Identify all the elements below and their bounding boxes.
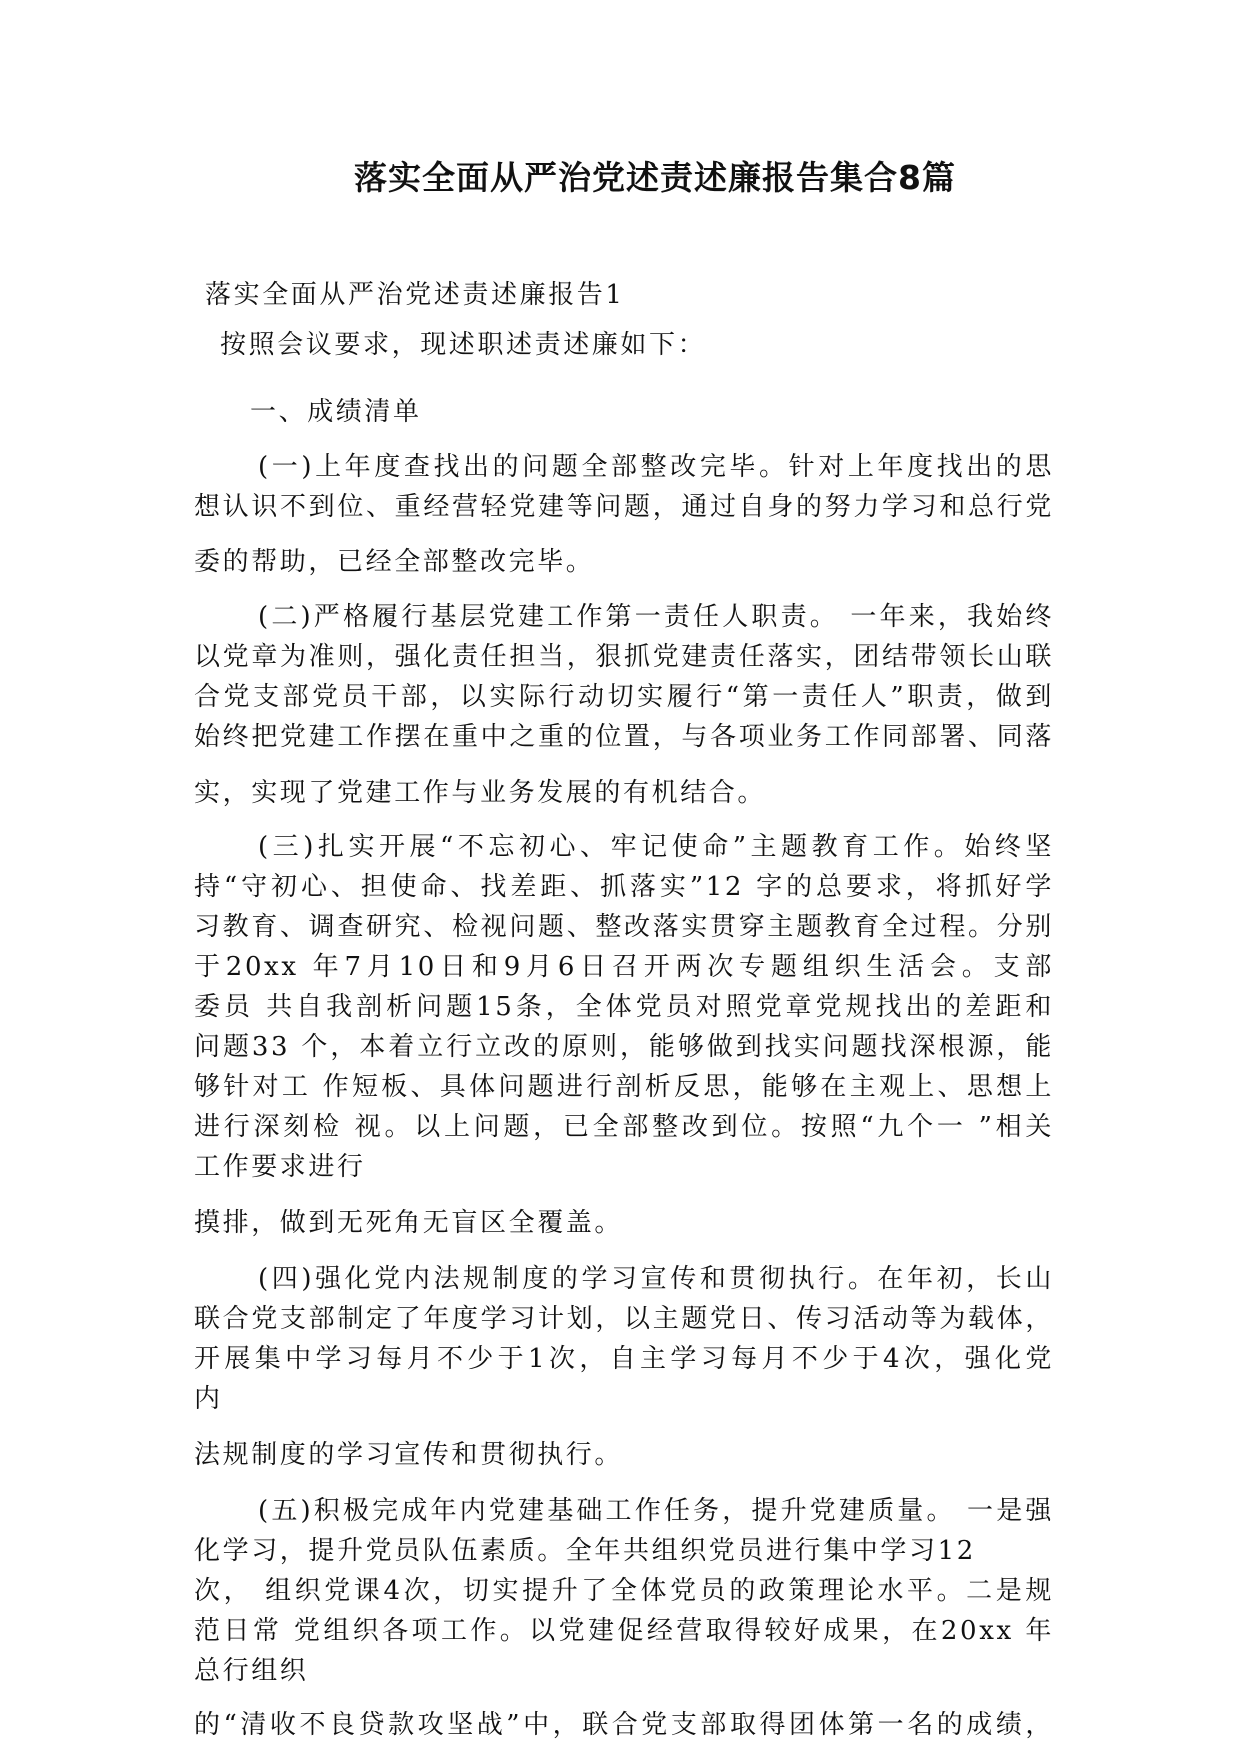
paragraph-line: 委员 共自我剖析问题15条，全体党员对照党章党规找出的差距和 bbox=[194, 992, 1054, 1022]
paragraph-line: 次， 组织党课4次，切实提升了全体党员的政策理论水平。二是规 bbox=[194, 1576, 1054, 1606]
paragraph-line: 习教育、调查研究、检视问题、整改落实贯穿主题教育全过程。分别 bbox=[194, 912, 1054, 942]
paragraph-line: 联合党支部制定了年度学习计划，以主题党日、传习活动等为载体， bbox=[194, 1304, 1054, 1334]
section-heading-report-1: 落实全面从严治党述责述廉报告1 bbox=[205, 280, 625, 310]
document-title: 落实全面从严治党述责述廉报告集合8篇 bbox=[354, 158, 956, 197]
paragraph-line: 合党支部党员干部，以实际行动切实履行“第一责任人”职责，做到 bbox=[194, 682, 1054, 712]
paragraph-line: 化学习，提升党员队伍素质。全年共组织党员进行集中学习12 bbox=[194, 1536, 976, 1566]
paragraph-line: 于20xx 年7月10日和9月6日召开两次专题组织生活会。支部 bbox=[194, 952, 1054, 982]
paragraph-line: 始终把党建工作摆在重中之重的位置，与各项业务工作同部署、同落 bbox=[194, 722, 1054, 752]
paragraph-line: 进行深刻检 视。以上问题，已全部整改到位。按照“九个一 ”相关 bbox=[194, 1112, 1054, 1142]
paragraph-line: 开展集中学习每月不少于1次，自主学习每月不少于4次，强化党 bbox=[194, 1344, 1054, 1374]
paragraph-line: 内 bbox=[194, 1384, 223, 1414]
paragraph-line: (四)强化党内法规制度的学习宣传和贯彻执行。在年初，长山 bbox=[258, 1264, 1054, 1294]
subheading-achievements: 一、成绩清单 bbox=[250, 397, 422, 427]
paragraph-line: 法规制度的学习宣传和贯彻执行。 bbox=[194, 1440, 624, 1470]
paragraph-line: 想认识不到位、重经营轻党建等问题，通过自身的努力学习和总行党 bbox=[194, 492, 1054, 522]
paragraph-line: 范日常 党组织各项工作。以党建促经营取得较好成果，在20xx 年 bbox=[194, 1616, 1054, 1646]
paragraph-line: 总行组织 bbox=[194, 1656, 309, 1686]
paragraph-line: 委的帮助，已经全部整改完毕。 bbox=[194, 547, 595, 577]
paragraph-line: (三)扎实开展“不忘初心、牢记使命”主题教育工作。始终坚 bbox=[258, 832, 1054, 862]
paragraph-line: (二)严格履行基层党建工作第一责任人职责。 一年来，我始终 bbox=[258, 602, 1054, 632]
paragraph-line: 实，实现了党建工作与业务发展的有机结合。 bbox=[194, 778, 767, 808]
paragraph-line: 够针对工 作短板、具体问题进行剖析反思，能够在主观上、思想上 bbox=[194, 1072, 1054, 1102]
paragraph-line: 的“清收不良贷款攻坚战”中，联合党支部取得团体第一名的成绩， bbox=[194, 1710, 1054, 1740]
paragraph-line: 以党章为准则，强化责任担当，狠抓党建责任落实，团结带领长山联 bbox=[194, 642, 1054, 672]
paragraph-line: 摸排，做到无死角无盲区全覆盖。 bbox=[194, 1208, 624, 1238]
paragraph-line: 持“守初心、担使命、找差距、抓落实”12 字的总要求，将抓好学 bbox=[194, 872, 1054, 902]
paragraph-line: 工作要求进行 bbox=[194, 1152, 366, 1182]
intro-line: 按照会议要求，现述职述责述廉如下： bbox=[220, 330, 707, 360]
paragraph-line: 问题33 个，本着立行立改的原则，能够做到找实问题找深根源，能 bbox=[194, 1032, 1054, 1062]
paragraph-line: (五)积极完成年内党建基础工作任务，提升党建质量。 一是强 bbox=[258, 1496, 1054, 1526]
paragraph-line: (一)上年度查找出的问题全部整改完毕。针对上年度找出的思 bbox=[258, 452, 1054, 482]
